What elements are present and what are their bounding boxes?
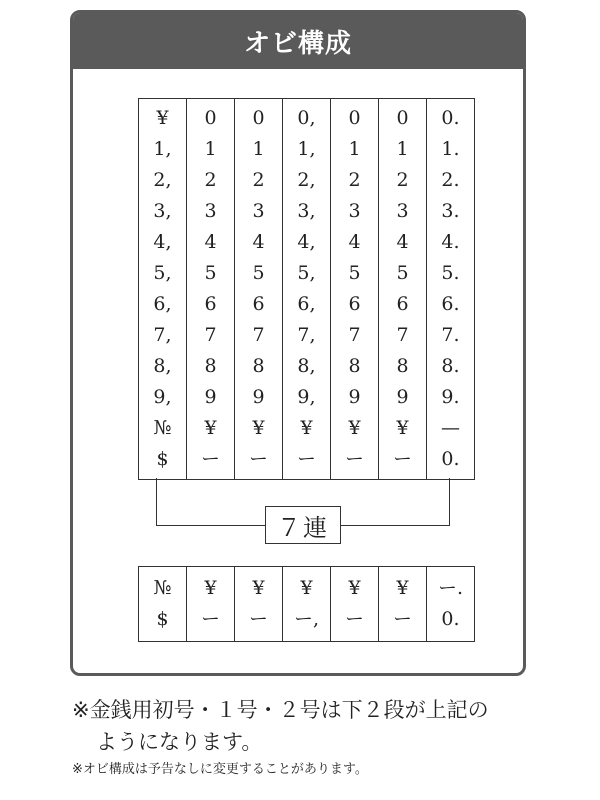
- main-band-cell: 9: [348, 386, 361, 408]
- main-band-cell: 1.: [441, 138, 460, 160]
- main-band-cell: ー: [344, 448, 364, 470]
- main-band-cell: 1: [348, 138, 361, 160]
- main-band-cell: 3,: [153, 200, 172, 222]
- main-band-cell: 3.: [441, 200, 460, 222]
- lower-band-cell: $: [156, 608, 169, 630]
- lower-band-column: [235, 567, 283, 642]
- main-band-cell: 7.: [441, 324, 460, 346]
- main-band-column: [427, 99, 475, 480]
- lower-band-cell: ¥: [348, 577, 361, 599]
- main-band-cell: —: [441, 417, 460, 439]
- main-band-cell: 5: [396, 262, 409, 284]
- main-band-cell: ¥: [156, 107, 169, 129]
- main-band-cell: 6: [348, 293, 361, 315]
- main-band-column: [235, 99, 283, 480]
- lower-band-table: [138, 566, 475, 642]
- main-band-cell: 6,: [153, 293, 172, 315]
- main-band-cell: 5: [252, 262, 265, 284]
- main-band-table: [138, 98, 475, 480]
- main-band-cell: 5.: [441, 262, 460, 284]
- main-band-cell: 8,: [153, 355, 172, 377]
- main-band-column: [331, 99, 379, 480]
- main-band-cell: 4: [204, 231, 217, 253]
- main-band-cell: ー: [200, 448, 220, 470]
- main-band-cell: ー: [248, 448, 268, 470]
- main-band-cell: 0.: [441, 107, 460, 129]
- main-band-cell: 1: [204, 138, 217, 160]
- main-band-cell: ¥: [204, 417, 217, 439]
- main-band-cell: 1: [252, 138, 265, 160]
- lower-band-cell: ー.: [437, 577, 464, 599]
- main-band-cell: 7,: [153, 324, 172, 346]
- lower-band-cell: ー,: [293, 608, 320, 630]
- main-band-cell: 2: [348, 169, 361, 191]
- main-band-cell: 9,: [153, 386, 172, 408]
- main-band-column: [379, 99, 427, 480]
- main-band-cell: 9: [396, 386, 409, 408]
- main-band-cell: 0,: [297, 107, 316, 129]
- main-band-column: [139, 99, 187, 480]
- lower-band-cell: ー: [248, 608, 268, 630]
- main-band-cell: 0: [348, 107, 361, 129]
- main-band-cell: $: [156, 448, 169, 470]
- main-band-cell: 5,: [153, 262, 172, 284]
- main-band-cell: ¥: [396, 417, 409, 439]
- main-band-cell: 4: [348, 231, 361, 253]
- main-band-cell: 5,: [297, 262, 316, 284]
- main-band-cell: 9,: [297, 386, 316, 408]
- main-band-cell: 4,: [153, 231, 172, 253]
- panel-title: オビ構成: [73, 13, 523, 69]
- main-band-cell: 2.: [441, 169, 460, 191]
- main-band-cell: 8,: [297, 355, 316, 377]
- main-band-cell: 3: [396, 200, 409, 222]
- main-band-cell: 3: [252, 200, 265, 222]
- main-band-cell: 0.: [441, 448, 460, 470]
- lower-band-cell: ¥: [300, 577, 313, 599]
- main-band-column: [283, 99, 331, 480]
- main-band-cell: 4: [252, 231, 265, 253]
- note-main: [72, 694, 542, 758]
- lower-band-cell: ¥: [252, 577, 265, 599]
- note-line-2: ようになります。: [96, 730, 263, 754]
- main-band-cell: 9.: [441, 386, 460, 408]
- main-band-cell: 0: [204, 107, 217, 129]
- main-band-cell: 2: [252, 169, 265, 191]
- lower-band-column: [331, 567, 379, 642]
- lower-band-cell: ¥: [204, 577, 217, 599]
- main-band-cell: 6: [204, 293, 217, 315]
- main-band-cell: 0: [252, 107, 265, 129]
- main-band-cell: 1: [396, 138, 409, 160]
- main-band-cell: 7: [396, 324, 409, 346]
- main-band-cell: ¥: [252, 417, 265, 439]
- main-band-cell: 4: [396, 231, 409, 253]
- main-band-cell: 7: [204, 324, 217, 346]
- main-band-cell: 0: [396, 107, 409, 129]
- main-band-cell: 8.: [441, 355, 460, 377]
- main-band-cell: 6,: [297, 293, 316, 315]
- main-band-cell: 3: [348, 200, 361, 222]
- main-band-cell: 2: [204, 169, 217, 191]
- main-band-cell: 9: [252, 386, 265, 408]
- main-band-cell: 2: [396, 169, 409, 191]
- lower-band-row: [139, 567, 475, 642]
- main-band-cell: 1,: [297, 138, 316, 160]
- main-band-cell: 7: [348, 324, 361, 346]
- main-band-column: [187, 99, 235, 480]
- lower-band-column: [139, 567, 187, 642]
- lower-band-column: [187, 567, 235, 642]
- lower-band-column: [379, 567, 427, 642]
- lower-band-cell: ー: [392, 608, 412, 630]
- main-band-cell: 7: [252, 324, 265, 346]
- main-band-cell: ¥: [300, 417, 313, 439]
- main-band-cell: ¥: [348, 417, 361, 439]
- main-band-cell: 2,: [297, 169, 316, 191]
- main-band-cell: 6: [396, 293, 409, 315]
- lower-band-cell: ー: [344, 608, 364, 630]
- lower-band-column: [427, 567, 475, 642]
- main-band-cell: 8: [252, 355, 265, 377]
- main-band-cell: 8: [396, 355, 409, 377]
- main-band-cell: ー: [296, 448, 316, 470]
- main-band-cell: 6.: [441, 293, 460, 315]
- lower-band-cell: ー: [200, 608, 220, 630]
- main-band-cell: ー: [392, 448, 412, 470]
- main-band-cell: 9: [204, 386, 217, 408]
- main-band-cell: 1,: [153, 138, 172, 160]
- main-band-cell: 2,: [153, 169, 172, 191]
- main-band-cell: №: [153, 417, 172, 439]
- main-band-cell: 4.: [441, 231, 460, 253]
- connector-label: ７連: [265, 506, 341, 544]
- main-band-cell: 3,: [297, 200, 316, 222]
- main-band-cell: 4,: [297, 231, 316, 253]
- main-band-cell: 6: [252, 293, 265, 315]
- main-band-cell: 5: [348, 262, 361, 284]
- lower-band-cell: 0.: [441, 608, 460, 630]
- note-line-1: ※金銭用初号・１号・２号は下２段が上記の: [72, 698, 489, 722]
- lower-band-cell: ¥: [396, 577, 409, 599]
- main-band-cell: 8: [204, 355, 217, 377]
- note-small: ※オビ構成は予告なしに変更することがあります。: [72, 762, 368, 777]
- main-band-row: [139, 99, 475, 480]
- main-band-cell: 5: [204, 262, 217, 284]
- main-band-cell: 8: [348, 355, 361, 377]
- lower-band-cell: №: [153, 577, 172, 599]
- main-band-cell: 7,: [297, 324, 316, 346]
- main-band-cell: 3: [204, 200, 217, 222]
- lower-band-column: [283, 567, 331, 642]
